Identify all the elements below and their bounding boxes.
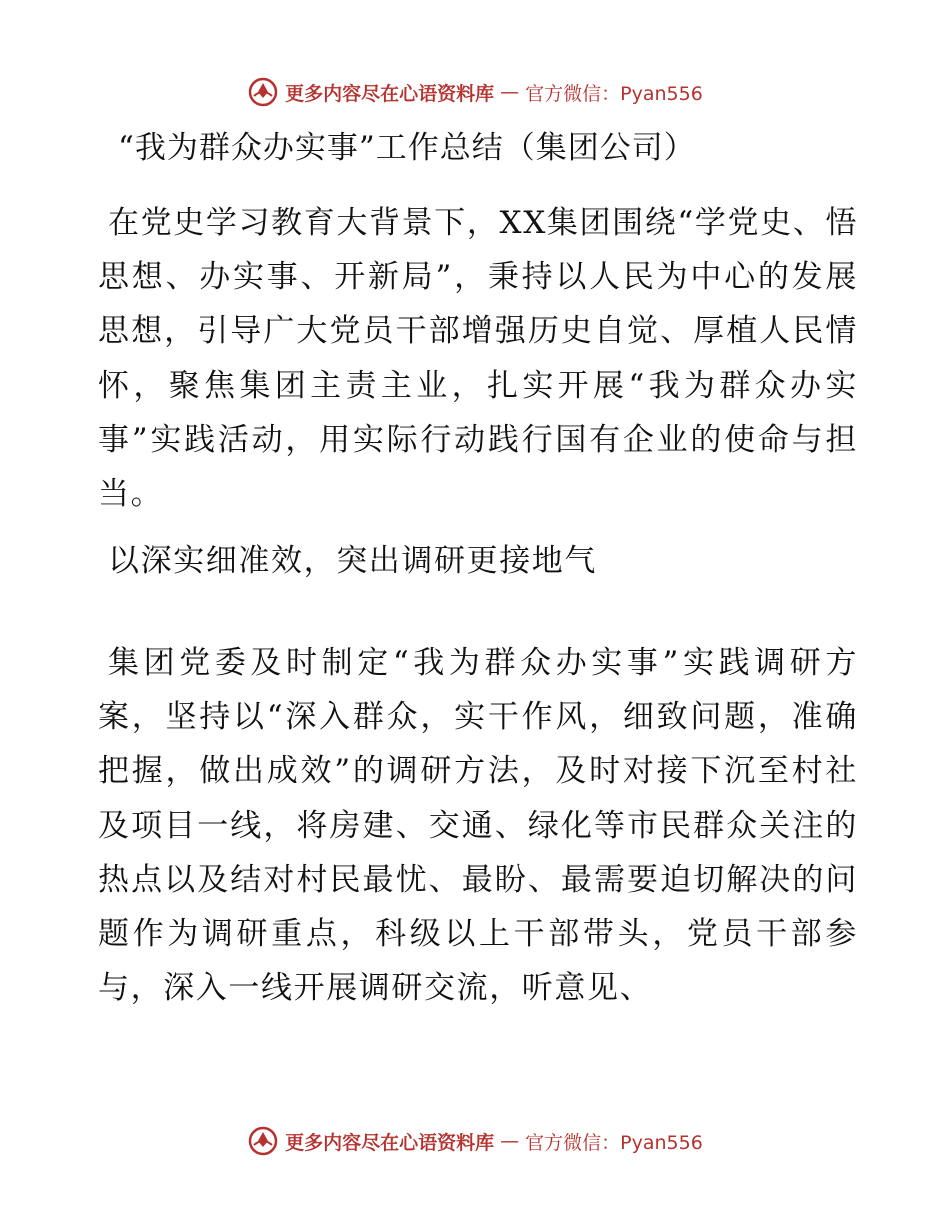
document-title: “我为群众办实事”工作总结（集团公司） xyxy=(118,130,696,166)
watermark-footer xyxy=(0,1121,950,1161)
watermark-dash: — xyxy=(500,1130,520,1152)
watermark-site-text: 更多内容尽在心语资料库 xyxy=(285,1131,495,1154)
body-paragraph-1: 在党史学习教育大背景下，XX集团围绕“学党史、悟思想、办实事、开新局”，秉持以人民为中心的发展思想，引导广大党员干部增强历史自觉、厚植人民情怀，聚焦集团主责主业，扎实开展“我为群众办实事”实践活动，用实际行动践行国有企业的使命与担当。 xyxy=(98,205,858,513)
watermark-wechat-text: 官方微信：Pyan556 xyxy=(525,1131,703,1154)
book-pen-logo-icon xyxy=(247,76,279,108)
body-paragraph-2: 集团党委及时制定“我为群众办实事”实践调研方案，坚持以“深入群众，实干作风，细致问题，准确把握，做出成效”的调研方法，及时对接下沉至村社及项目一线，将房建、交通、绿化等市民群众关注的热点以及结对村民最忧、最盼、最需要迫切解决的问题作为调研重点，科级以上干部带头，党员干部参与，深入一线开展调研交流，听意见、 xyxy=(98,645,858,1007)
watermark-dash: — xyxy=(500,81,520,103)
watermark-wechat-text: 官方微信：Pyan556 xyxy=(525,82,703,105)
book-pen-logo-icon xyxy=(247,1125,279,1157)
section-heading-1: 以深实细准效，突出调研更接地气 xyxy=(108,543,597,579)
watermark-site-text: 更多内容尽在心语资料库 xyxy=(285,82,495,105)
watermark-header xyxy=(0,72,950,112)
